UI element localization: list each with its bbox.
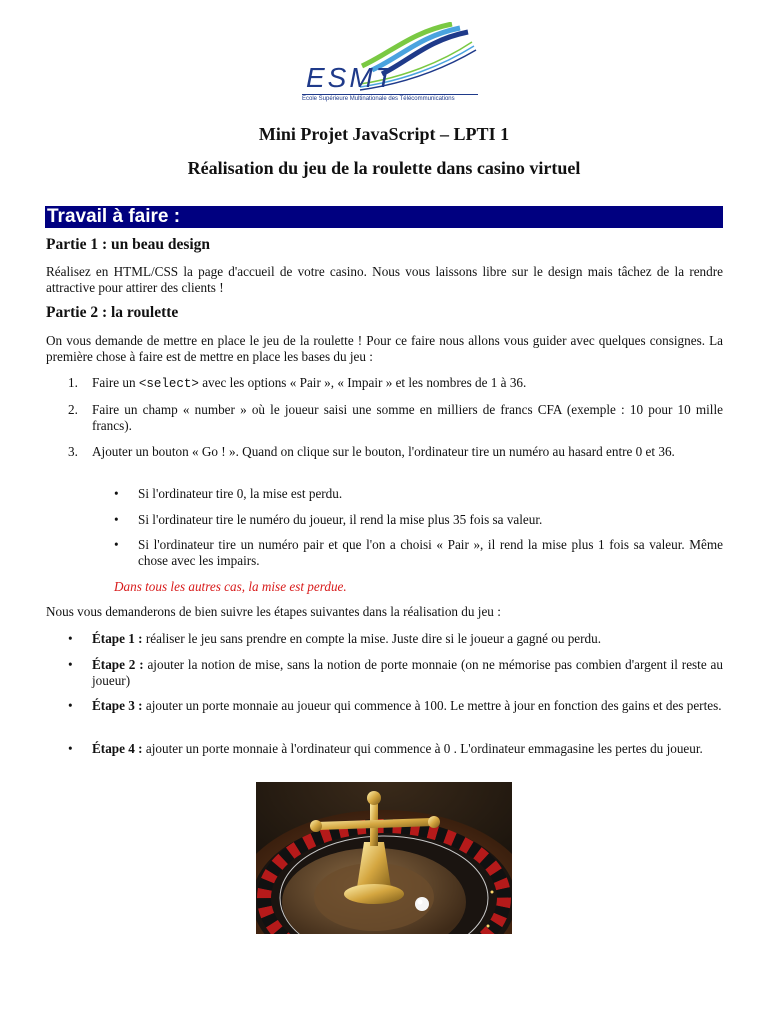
steps-intro: Nous vous demanderons de bien suivre les étapes suivantes dans la réalisation du jeu :: [46, 604, 501, 619]
step-text: Étape 1 : réaliser le jeu sans prendre en compte la mise. Juste dire si le joueur a gagné ou perdu.: [92, 631, 602, 646]
logo-text: ESMT: [306, 62, 396, 93]
select-code: <select>: [138, 377, 199, 391]
step-label: Étape 3 :: [92, 698, 143, 713]
bullet-icon: •: [114, 486, 119, 501]
section-banner: Travail à faire :: [45, 206, 723, 228]
step-text: Étape 3 : ajouter un porte monnaie au joueur qui commence à 100. Le mettre à jour en fonction des gains et des pertes.: [92, 698, 722, 713]
document-title: Mini Projet JavaScript – LPTI 1: [258, 124, 510, 144]
step-label: Étape 2 :: [92, 657, 144, 672]
document-subtitle: Réalisation du jeu de la roulette dans casino virtuel: [187, 158, 581, 178]
list-number: 3.: [68, 444, 78, 459]
bullet-icon: •: [114, 512, 119, 527]
list-text: Faire un <select> avec les options « Pair », « Impair » et les nombres de 1 à 36.: [92, 375, 527, 391]
bullet-icon: •: [68, 741, 73, 756]
part1-heading: Partie 1 : un beau design: [46, 236, 211, 253]
step-text: Étape 4 : ajouter un porte monnaie à l'ordinateur qui commence à 0 . L'ordinateur emmagasine les pertes du joueur.: [92, 741, 703, 756]
roulette-wheel-image: [256, 782, 512, 934]
list-text: Faire un champ « number » où le joueur saisi une somme en milliers de francs CFA (exemple : 10 pour 10 mille francs).: [92, 402, 723, 433]
list-text: Ajouter un bouton « Go ! ». Quand on clique sur le bouton, l'ordinateur tire un numéro au hasard entre 0 et 36.: [92, 444, 675, 459]
list-number: 1.: [68, 375, 78, 390]
rule-text: Si l'ordinateur tire 0, la mise est perdu.: [138, 486, 343, 501]
esmt-logo: [302, 22, 478, 110]
list-number: 2.: [68, 402, 78, 417]
bullet-icon: •: [68, 657, 73, 672]
rule-text: Si l'ordinateur tire un numéro pair et que l'on a choisi « Pair », il rend la mise plus 1 fois sa valeur. Même chose avec les impairs.: [138, 537, 723, 568]
part2-heading: Partie 2 : la roulette: [46, 304, 179, 321]
step-label: Étape 4 :: [92, 741, 143, 756]
bullet-icon: •: [114, 537, 119, 552]
step-text: Étape 2 : ajouter la notion de mise, sans la notion de porte monnaie (on ne mémorise pas combien d'argent il reste au joueur): [92, 657, 723, 688]
rule-text: Si l'ordinateur tire le numéro du joueur, il rend la mise plus 35 fois sa valeur.: [138, 512, 543, 527]
logo-subtitle: Ecole Supérieure Multinationale des Télécommunications: [302, 94, 478, 102]
step-label: Étape 1 :: [92, 631, 143, 646]
bullet-icon: •: [68, 631, 73, 646]
red-note: Dans tous les autres cas, la mise est perdue.: [114, 579, 347, 594]
bullet-icon: •: [68, 698, 73, 713]
roulette-wheel-icon: [256, 782, 512, 934]
part2-intro: On vous demande de mettre en place le jeu de la roulette ! Pour ce faire nous allons vous guider avec quelques consignes. La première chose à faire est de mettre en place les bases du jeu :: [46, 333, 723, 364]
part1-text: Réalisez en HTML/CSS la page d'accueil de votre casino. Nous vous laissons libre sur le design mais tâchez de la rendre attractive pour attirer des clients !: [46, 264, 723, 295]
